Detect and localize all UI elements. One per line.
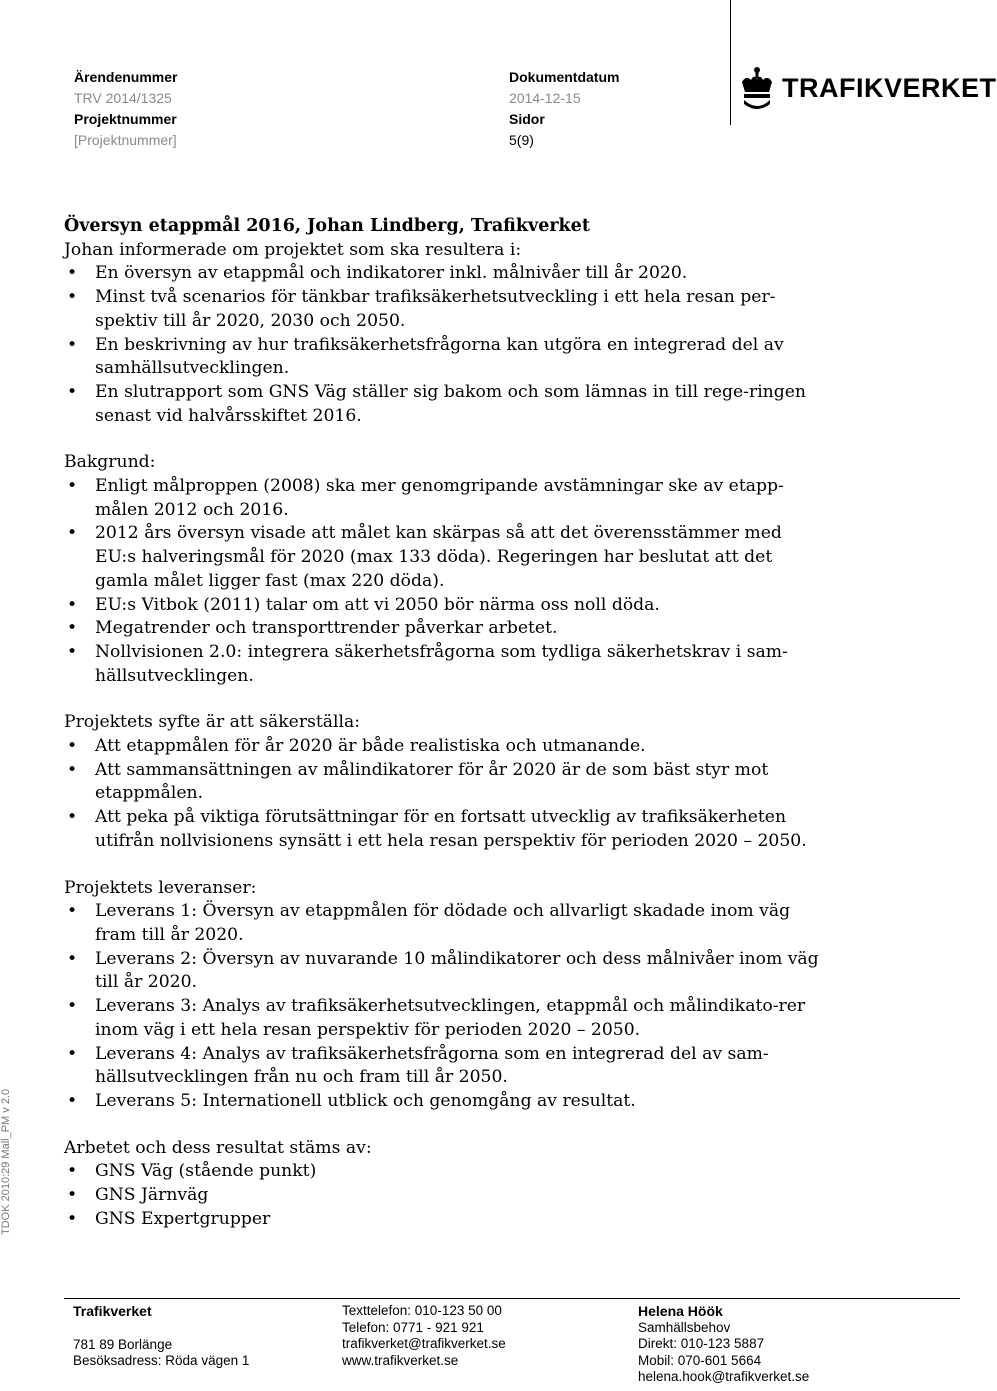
contact-mobile: Mobil: 070-601 5664	[638, 1352, 762, 1368]
bullet-list	[64, 1160, 824, 1231]
sidor-label: Sidor	[509, 111, 545, 127]
footer-web[interactable]: www.trafikverket.se	[342, 1352, 459, 1368]
header-divider	[730, 0, 731, 125]
list-item: • GNS Expertgrupper	[64, 1208, 824, 1232]
footer-telefon: Telefon: 0771 - 921 921	[342, 1319, 484, 1335]
arendenummer-label: Ärendenummer	[74, 69, 178, 85]
list-item: • Att etappmålen för år 2020 är både realistiska och utmanande.	[64, 735, 824, 759]
footer-contact-info	[342, 1303, 506, 1369]
document-body	[64, 215, 824, 1231]
projektnummer-label: Projektnummer	[74, 111, 177, 127]
list-item: • Nollvisionen 2.0: integrera säkerhetsfrågorna som tydliga säkerhetskrav i sam-hällsutvecklingen.	[64, 641, 824, 688]
list-item: • GNS Väg (stående punkt)	[64, 1160, 824, 1184]
section-intro: Johan informerade om projektet som ska resultera i:	[64, 239, 522, 260]
list-item: • GNS Järnväg	[64, 1184, 824, 1208]
list-item: • Leverans 5: Internationell utblick och genomgång av resultat.	[64, 1090, 824, 1114]
list-item: • En översyn av etappmål och indikatorer inkl. målnivåer till år 2020.	[64, 262, 824, 286]
list-item: • Leverans 4: Analys av trafiksäkerhetsfrågorna som en integrerad del av sam-hällsutvecklingen från nu och fram till år 2050.	[64, 1043, 824, 1090]
contact-email[interactable]: helena.hook@trafikverket.se	[638, 1369, 810, 1385]
template-id: TDOK 2010:29 Mall_PM v 2.0	[0, 1088, 12, 1235]
list-item: • Minst två scenarios för tänkbar trafiksäkerhetsutveckling i ett hela resan per-spektiv till år 2020, 2030 och 2050.	[64, 286, 824, 333]
section-intro: Arbetet och dess resultat stäms av:	[64, 1137, 372, 1158]
footer-rule	[64, 1298, 960, 1299]
list-item: • 2012 års översyn visade att målet kan skärpas så att det överensstämmer med EU:s halveringsmål för 2020 (max 133 döda). Regeringen har beslutat att det gamla målet ligger fast (max 220 döda).	[64, 522, 824, 593]
logo-wordmark: TRAFIKVERKET	[782, 72, 997, 103]
bullet-list	[64, 262, 824, 428]
footer-person	[638, 1303, 809, 1386]
trafikverket-logo	[740, 66, 997, 110]
header-middle	[509, 67, 619, 151]
footer-postal: 781 89 Borlänge	[73, 1336, 173, 1352]
crown-icon	[740, 66, 774, 110]
footer-texttelefon: Texttelefon: 010-123 50 00	[342, 1303, 502, 1318]
bullet-list	[64, 735, 824, 854]
list-item: • Megatrender och transporttrender påverkar arbetet.	[64, 617, 824, 641]
section-intro: Projektets syfte är att säkerställa:	[64, 712, 361, 733]
footer-org-name: Trafikverket	[73, 1303, 152, 1319]
footer-email[interactable]: trafikverket@trafikverket.se	[342, 1336, 506, 1352]
dokumentdatum-value: 2014-12-15	[509, 90, 581, 106]
sidor-value: 5(9)	[509, 132, 534, 148]
list-item: • EU:s Vitbok (2011) talar om att vi 2050 bör närma oss noll döda.	[64, 594, 824, 618]
section-intro: Bakgrund:	[64, 452, 156, 473]
footer-org	[73, 1303, 249, 1370]
contact-direct: Direkt: 010-123 5887	[638, 1336, 765, 1352]
list-item: • Enligt målproppen (2008) ska mer genomgripande avstämningar ske av etapp-målen 2012 och 2016.	[64, 475, 824, 522]
projektnummer-value: [Projektnummer]	[74, 132, 177, 148]
section-heading: Översyn etappmål 2016, Johan Lindberg, Trafikverket	[64, 216, 590, 236]
list-item: • Att sammansättningen av målindikatorer för år 2020 är de som bäst styr mot etappmålen.	[64, 759, 824, 806]
list-item: • En slutrapport som GNS Väg ställer sig bakom och som lämnas in till rege-ringen senast vid halvårsskiftet 2016.	[64, 381, 824, 428]
list-item: • Leverans 2: Översyn av nuvarande 10 målindikatorer och dess målnivåer inom väg till år 2020.	[64, 948, 824, 995]
footer-visit: Besöksadress: Röda vägen 1	[73, 1353, 250, 1369]
contact-name: Helena Höök	[638, 1303, 723, 1319]
section-intro: Projektets leveranser:	[64, 877, 257, 898]
contact-dept: Samhällsbehov	[638, 1319, 731, 1335]
header-left	[74, 67, 177, 151]
dokumentdatum-label: Dokumentdatum	[509, 69, 620, 85]
bullet-list	[64, 475, 824, 688]
list-item: • Att peka på viktiga förutsättningar för en fortsatt utvecklig av trafiksäkerheten utifrån nollvisionens synsätt i ett hela resan perspektiv för perioden 2020 – 2050.	[64, 806, 824, 853]
arendenummer-value: TRV 2014/1325	[74, 90, 172, 106]
bullet-list	[64, 900, 824, 1113]
list-item: • En beskrivning av hur trafiksäkerhetsfrågorna kan utgöra en integrerad del av samhällsutvecklingen.	[64, 334, 824, 381]
list-item: • Leverans 3: Analys av trafiksäkerhetsutvecklingen, etappmål och målindikato-rer inom väg i ett hela resan perspektiv för perioden 2020 – 2050.	[64, 995, 824, 1042]
list-item: • Leverans 1: Översyn av etappmålen för dödade och allvarligt skadade inom väg fram till år 2020.	[64, 900, 824, 947]
